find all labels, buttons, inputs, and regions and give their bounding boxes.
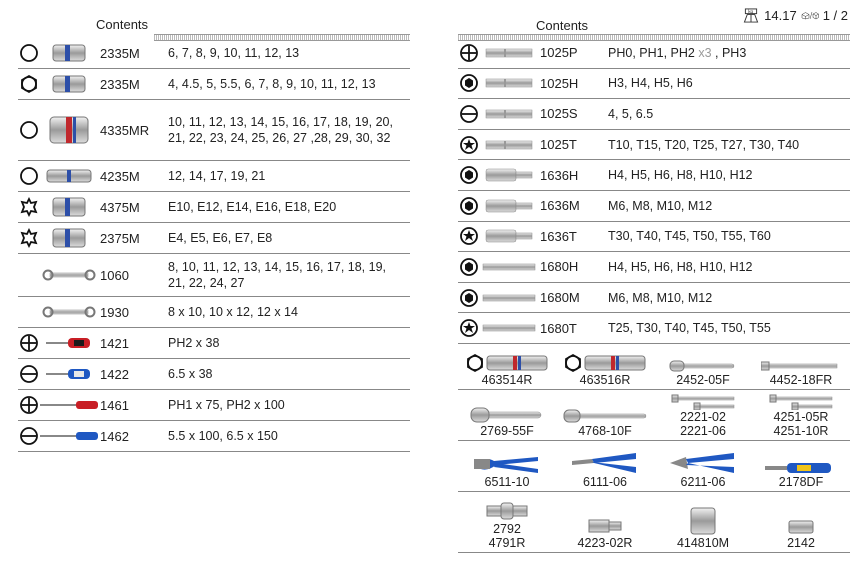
slotted-icon xyxy=(459,104,479,124)
tool-item xyxy=(556,390,654,440)
part-number: 1636T xyxy=(540,228,577,244)
torx-bit-icon xyxy=(459,135,479,155)
water-pump-pliers-image xyxy=(472,451,542,475)
tool-picture xyxy=(761,359,841,373)
table-row xyxy=(18,297,410,328)
size-list: 10, 11, 12, 13, 14, 15, 16, 17, 18, 19, 20, 21, 22, 23, 24, 25, 26, 27 ,28, 29, 30, 32 xyxy=(168,115,393,145)
screwdriver-blue-image xyxy=(44,367,94,381)
part-number: 2375M xyxy=(100,230,140,246)
hex-socket-icon xyxy=(19,166,39,186)
table-row xyxy=(458,99,850,130)
tool-picture xyxy=(480,46,538,60)
size-text: 4, 5, 6.5 xyxy=(608,106,654,121)
hex-socket-icon xyxy=(19,43,39,63)
type-symbol xyxy=(458,43,480,63)
extension-pair-image xyxy=(766,394,836,410)
part-number: 2335M xyxy=(100,45,140,61)
part-number: 1680M xyxy=(540,290,580,306)
tool-picture xyxy=(40,399,98,411)
bit-image xyxy=(484,76,534,90)
tool-picture xyxy=(480,138,538,152)
tool-picture xyxy=(668,359,738,373)
spark-plug-socket-image xyxy=(485,353,549,373)
part-number: 6511-10 xyxy=(484,474,530,489)
size-list: 12, 14, 17, 19, 21 xyxy=(168,169,266,183)
tool-item xyxy=(556,492,654,552)
part-number: 6211-06 xyxy=(680,474,726,489)
socket-torx-image xyxy=(49,226,89,250)
long-ratchet-image xyxy=(562,408,648,424)
part-number: 463516R xyxy=(579,372,631,387)
size-text-extra: , PH3 xyxy=(711,45,747,60)
part-number: 2178DF xyxy=(778,474,824,489)
phillips-icon xyxy=(19,333,39,353)
tool-picture xyxy=(585,516,625,536)
flare-wrench-image xyxy=(42,268,96,282)
size-list xyxy=(608,106,850,122)
size-list: E10, E12, E14, E16, E18, E20 xyxy=(168,200,337,214)
tool-item xyxy=(752,441,850,491)
hex-bit-icon xyxy=(459,257,479,277)
screwdriver-red-image xyxy=(44,336,94,350)
table-row xyxy=(18,223,410,254)
tool-picture xyxy=(570,451,640,475)
right-header xyxy=(458,0,850,38)
tool-item xyxy=(458,441,556,491)
tool-picture xyxy=(480,198,538,214)
table-row xyxy=(458,252,850,283)
table-row xyxy=(18,161,410,192)
page-indicator: 1 / 2 xyxy=(822,8,848,23)
tool-picture xyxy=(480,167,538,183)
tool-picture xyxy=(40,42,98,64)
blank-icon xyxy=(19,265,39,285)
bit-socket-image xyxy=(484,167,534,183)
part-number: 1060 xyxy=(100,267,129,283)
table-row xyxy=(458,69,850,100)
part-number: 2769-55F xyxy=(480,423,534,438)
part-number: 4251-10R xyxy=(773,423,829,438)
diagonal-cutters-image xyxy=(668,451,738,475)
tool-picture xyxy=(40,113,98,147)
torx-socket-icon xyxy=(19,228,39,248)
type-symbol xyxy=(18,302,40,322)
tool-item xyxy=(752,492,850,552)
torx-bit-icon xyxy=(459,318,479,338)
size-text: T25, T30, T40, T45, T50, T55 xyxy=(608,321,771,336)
type-symbol xyxy=(18,228,40,248)
tool-picture xyxy=(765,461,837,475)
right-tools-grid xyxy=(458,344,850,553)
tool-picture xyxy=(40,73,98,95)
long-screwdriver-blue-image xyxy=(40,430,98,442)
hex-bit-icon xyxy=(459,165,479,185)
size-list xyxy=(608,45,850,61)
tool-picture xyxy=(480,293,538,303)
table-row xyxy=(18,38,410,69)
tool-item xyxy=(752,390,850,440)
type-symbol xyxy=(458,104,480,124)
bi-hex-socket-icon xyxy=(465,353,485,373)
part-number: 4251-05R xyxy=(773,409,829,424)
tool-picture xyxy=(563,353,647,373)
size-list: 4, 4.5, 5, 5.5, 6, 7, 8, 9, 10, 11, 12, 13 xyxy=(168,77,376,91)
size-text: M6, M8, M10, M12 xyxy=(608,290,713,305)
tool-item xyxy=(654,344,752,389)
tool-picture xyxy=(480,323,538,333)
left-contents-panel xyxy=(18,0,410,452)
table-row xyxy=(18,328,410,359)
slotted-icon xyxy=(19,426,39,446)
blank-icon xyxy=(19,302,39,322)
tool-picture xyxy=(469,406,545,424)
bit-image xyxy=(484,138,534,152)
size-list xyxy=(608,167,850,183)
size-list: 6, 7, 8, 9, 10, 11, 12, 13 xyxy=(168,46,300,60)
tool-item xyxy=(556,441,654,491)
socket-short-image xyxy=(49,73,89,95)
tool-picture xyxy=(472,451,542,475)
type-symbol xyxy=(18,395,40,415)
type-symbol xyxy=(18,265,40,285)
type-symbol xyxy=(458,135,480,155)
type-symbol xyxy=(458,196,480,216)
hex-bit-icon xyxy=(459,288,479,308)
table-row xyxy=(18,421,410,452)
part-number: 2142 xyxy=(787,535,815,550)
svg-text:kg: kg xyxy=(748,9,754,15)
size-list: 5.5 x 100, 6.5 x 150 xyxy=(168,429,278,443)
size-text: M6, M8, M10, M12 xyxy=(608,198,713,213)
part-number: 2221-06 xyxy=(680,423,726,438)
size-list: PH2 x 38 xyxy=(168,336,220,350)
table-row xyxy=(18,192,410,223)
type-symbol xyxy=(18,333,40,353)
tool-picture xyxy=(40,367,98,381)
socket-short-image xyxy=(49,42,89,64)
tool-picture xyxy=(40,195,98,219)
tool-picture xyxy=(766,394,836,410)
table-row xyxy=(458,38,850,69)
adapter-image xyxy=(585,516,625,536)
header-rule-right xyxy=(458,34,850,41)
size-list xyxy=(608,290,850,306)
tool-item xyxy=(458,390,556,440)
phillips-icon xyxy=(19,395,39,415)
type-symbol xyxy=(458,257,480,277)
part-number: 1025H xyxy=(540,75,579,91)
left-header xyxy=(18,0,410,38)
torx-bit-icon xyxy=(459,226,479,246)
tool-picture xyxy=(480,107,538,121)
left-contents-title: Contents xyxy=(96,17,149,32)
part-number: 1025T xyxy=(540,137,577,153)
bi-hex-socket-icon xyxy=(563,353,583,373)
table-row xyxy=(458,313,850,344)
flare-wrench-image xyxy=(42,305,96,319)
socket-big-image xyxy=(46,113,92,147)
size-list: E4, E5, E6, E7, E8 xyxy=(168,231,273,245)
tool-grid-row xyxy=(458,344,850,390)
right-contents-title: Contents xyxy=(536,18,589,33)
size-list xyxy=(608,137,850,153)
spark-plug-socket-image xyxy=(583,353,647,373)
weight-value: 14.17 xyxy=(764,8,797,23)
type-symbol xyxy=(18,43,40,63)
combination-pliers-image xyxy=(570,451,640,475)
long-screwdriver-red-image xyxy=(40,399,98,411)
table-row xyxy=(18,69,410,100)
part-number: 4452-18FR xyxy=(769,372,833,387)
tool-item xyxy=(556,344,654,389)
tool-picture xyxy=(480,228,538,244)
header-rule xyxy=(154,34,410,41)
part-number: 463514R xyxy=(481,372,533,387)
tool-picture xyxy=(668,451,738,475)
tool-picture xyxy=(40,336,98,350)
bit-socket-image xyxy=(484,198,534,214)
tool-picture xyxy=(687,506,719,536)
weight-info xyxy=(742,8,848,23)
bi-hex-socket-icon xyxy=(19,74,39,94)
tool-item xyxy=(654,441,752,491)
size-list xyxy=(608,198,850,214)
part-number: 1421 xyxy=(100,335,129,351)
part-number: 1025P xyxy=(540,45,578,61)
torx-socket-icon xyxy=(19,197,39,217)
tool-picture xyxy=(40,268,98,282)
tool-picture xyxy=(785,518,817,536)
part-number: 2221-02 xyxy=(680,409,726,424)
size-list: 8, 10, 11, 12, 13, 14, 15, 16, 17, 18, 19, 21, 22, 24, 27 xyxy=(168,260,386,290)
table-row xyxy=(18,100,410,161)
type-symbol xyxy=(18,426,40,446)
part-number: 4335MR xyxy=(100,122,150,138)
tool-grid-row xyxy=(458,492,850,553)
type-symbol xyxy=(18,166,40,186)
table-row xyxy=(458,160,850,191)
size-list: 6.5 x 38 xyxy=(168,367,213,381)
tool-grid-row xyxy=(458,441,850,492)
part-number: 1636H xyxy=(540,167,579,183)
type-symbol xyxy=(458,226,480,246)
tool-item xyxy=(752,344,850,389)
hex-bit-icon xyxy=(459,196,479,216)
universal-joint-image xyxy=(485,500,529,522)
size-text: T30, T40, T45, T50, T55, T60 xyxy=(608,229,771,244)
type-symbol xyxy=(458,73,480,93)
left-table xyxy=(18,38,410,452)
socket-torx-image xyxy=(49,195,89,219)
part-number: 2335M xyxy=(100,76,140,92)
table-row xyxy=(458,222,850,253)
adapter-small-image xyxy=(785,518,817,536)
extension-bar-image xyxy=(761,359,841,373)
size-text: H4, H5, H6, H8, H10, H12 xyxy=(608,259,753,274)
scale-weight-icon xyxy=(742,8,760,23)
table-row xyxy=(18,390,410,421)
hex-socket-icon xyxy=(19,120,39,140)
table-row xyxy=(18,359,410,390)
long-bit-image xyxy=(481,323,537,333)
tool-picture xyxy=(40,305,98,319)
bit-image xyxy=(484,46,534,60)
size-text: H3, H4, H5, H6 xyxy=(608,76,693,91)
socket-plain-image xyxy=(687,506,719,536)
part-number: 414810M xyxy=(676,535,730,550)
right-bits-table xyxy=(458,38,850,344)
tool-picture xyxy=(40,226,98,250)
part-number: 4235M xyxy=(100,168,140,184)
tool-picture xyxy=(562,408,648,424)
size-list: 8 x 10, 10 x 12, 12 x 14 xyxy=(168,305,298,319)
type-symbol xyxy=(18,120,40,140)
size-text: PH0, PH1, PH2 xyxy=(608,45,695,60)
quantity-multiplier: x3 xyxy=(694,45,712,60)
hex-bit-icon xyxy=(459,73,479,93)
size-list xyxy=(608,259,850,275)
phillips-icon xyxy=(459,43,479,63)
part-number: 1025S xyxy=(540,106,578,122)
size-list xyxy=(608,228,850,244)
long-bit-image xyxy=(481,293,537,303)
part-number: 4223-02R xyxy=(577,535,633,550)
table-row xyxy=(18,254,410,297)
tool-picture xyxy=(480,76,538,90)
part-number: 1680H xyxy=(540,259,579,275)
type-symbol xyxy=(18,197,40,217)
part-number: 4791R xyxy=(488,535,526,550)
tool-picture xyxy=(480,262,538,272)
type-symbol xyxy=(18,364,40,384)
part-number: 2792 xyxy=(493,521,521,536)
spinner-handle-image xyxy=(765,461,837,475)
extension-pair-image xyxy=(668,394,738,410)
part-number: 4375M xyxy=(100,199,140,215)
part-number: 4768-10F xyxy=(578,423,632,438)
long-bit-image xyxy=(481,262,537,272)
type-symbol xyxy=(458,165,480,185)
type-symbol xyxy=(458,318,480,338)
bit-image xyxy=(484,107,534,121)
size-list xyxy=(608,75,850,91)
socket-long-image xyxy=(45,167,93,185)
small-ratchet-image xyxy=(668,359,738,373)
bit-socket-image xyxy=(484,228,534,244)
box-icon xyxy=(801,8,819,23)
slotted-icon xyxy=(19,364,39,384)
right-contents-panel xyxy=(458,0,850,553)
tool-picture xyxy=(668,394,738,410)
tool-picture xyxy=(485,500,529,522)
table-row xyxy=(458,130,850,161)
part-number: 1680T xyxy=(540,320,577,336)
tool-picture xyxy=(465,353,549,373)
tool-item xyxy=(458,492,556,552)
type-symbol xyxy=(18,74,40,94)
part-number: 1930 xyxy=(100,304,129,320)
part-number: 1422 xyxy=(100,366,129,382)
size-list xyxy=(608,320,850,336)
tool-grid-row xyxy=(458,390,850,441)
part-number: 1636M xyxy=(540,198,580,214)
size-text: T10, T15, T20, T25, T27, T30, T40 xyxy=(608,137,800,152)
tool-picture xyxy=(40,167,98,185)
part-number: 1462 xyxy=(100,428,129,444)
ratchet-image xyxy=(469,406,545,424)
tool-item xyxy=(654,492,752,552)
tool-item xyxy=(458,344,556,389)
part-number: 6111-06 xyxy=(582,474,628,489)
part-number: 2452-05F xyxy=(676,372,730,387)
table-row xyxy=(458,283,850,314)
tool-item xyxy=(654,390,752,440)
table-row xyxy=(458,191,850,222)
size-list: PH1 x 75, PH2 x 100 xyxy=(168,398,285,412)
tool-picture xyxy=(40,430,98,442)
size-text: H4, H5, H6, H8, H10, H12 xyxy=(608,168,753,183)
type-symbol xyxy=(458,288,480,308)
part-number: 1461 xyxy=(100,397,129,413)
